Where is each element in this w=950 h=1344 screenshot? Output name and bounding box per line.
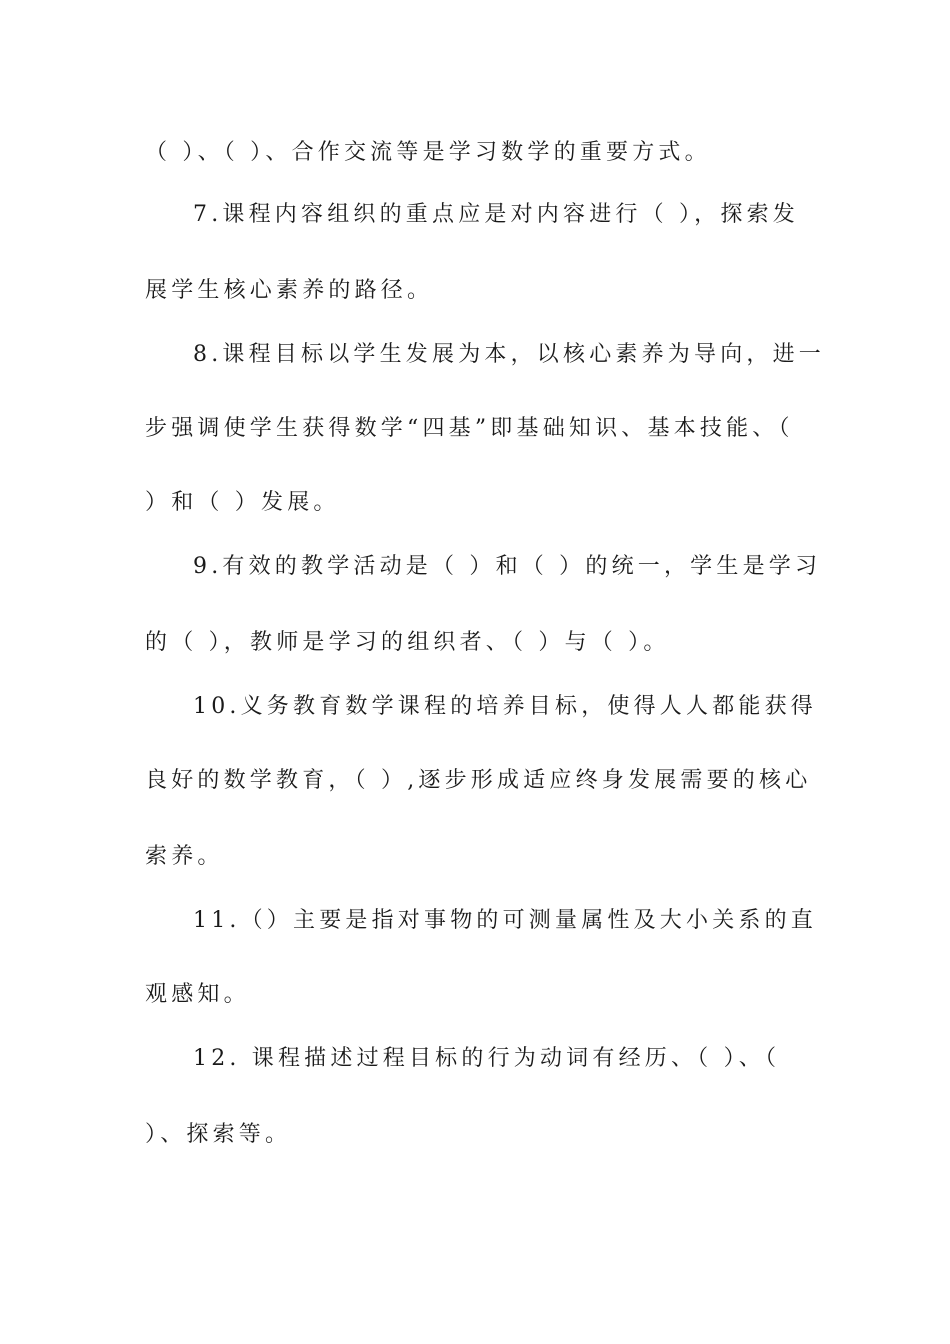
question-8-line-1: 8.课程目标以学生发展为本，以核心素养为导向，进一 bbox=[193, 342, 825, 367]
question-9-line-1: 9.有效的教学活动是（ ）和（ ）的统一，学生是学习 bbox=[193, 554, 822, 579]
question-10-line-3: 索养。 bbox=[145, 844, 224, 869]
question-8-line-2: 步强调使学生获得数学“四基”即基础知识、基本技能、（ bbox=[145, 416, 794, 441]
question-10-line-2: 良好的数学教育，（ ）,逐步形成适应终身发展需要的核心 bbox=[145, 768, 812, 793]
question-11-line-2: 观感知。 bbox=[145, 982, 250, 1007]
question-11-line-1: 11.（）主要是指对事物的可测量属性及大小关系的直 bbox=[193, 908, 817, 933]
text-line: （ ）、（ ）、合作交流等是学习数学的重要方式。 bbox=[145, 140, 711, 165]
question-9-line-2: 的（ ），教师是学习的组织者、（ ）与（ ）。 bbox=[145, 630, 670, 655]
question-12-line-2: ）、探索等。 bbox=[145, 1122, 292, 1147]
question-7-line-2: 展学生核心素养的路径。 bbox=[145, 278, 434, 303]
question-10-line-1: 10.义务教育数学课程的培养目标，使得人人都能获得 bbox=[193, 694, 817, 719]
question-7-line-1: 7.课程内容组织的重点应是对内容进行（ ），探索发 bbox=[193, 202, 799, 227]
question-12-line-1: 12. 课程描述过程目标的行为动词有经历、（ ）、（ bbox=[193, 1046, 781, 1071]
question-8-line-3: ）和（ ）发展。 bbox=[145, 490, 340, 515]
